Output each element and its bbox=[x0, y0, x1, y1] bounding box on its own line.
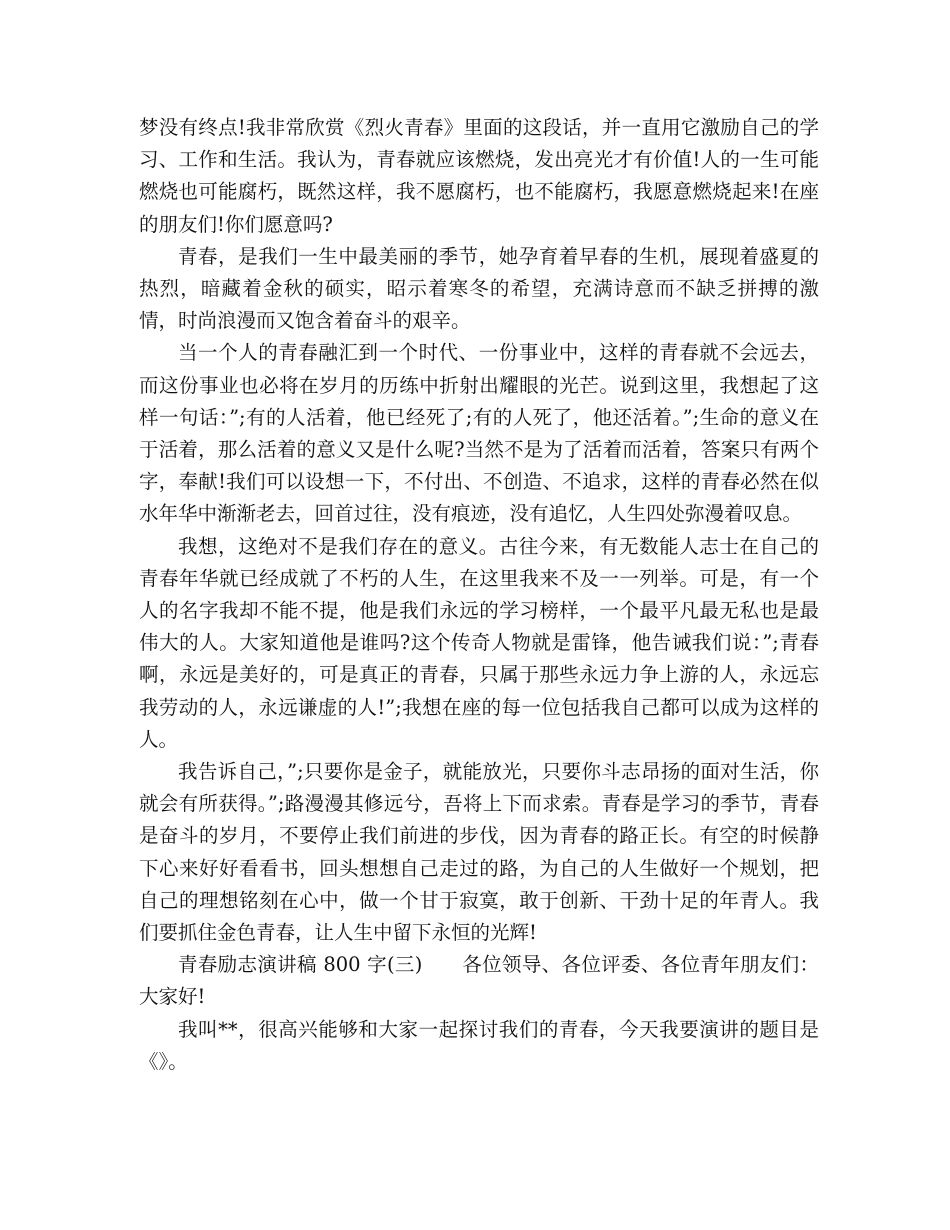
paragraph-5: 我告诉自己，”;只要你是金子，就能放光，只要你斗志昂扬的面对生活，你就会有所获得。”;路漫漫其修远兮，吾将上下而求索。青春是学习的季节，青春是奋斗的岁月，不要停止我们前进的步伐，因为青春的路正长。有空的时候静下心来好好看看书，回头想想自己走过的路，为自己的人生做好一个规划，把自己的理想铭刻在心中，做一个甘于寂寞，敢于创新、干劲十足的年青人。我们要抓住金色青春，让人生中留下永恒的光辉! bbox=[139, 760, 819, 945]
paragraph-1: 梦没有终点!我非常欣赏《烈火青春》里面的这段话，并一直用它激励自己的学习、工作和生活。我认为，青春就应该燃烧，发出亮光才有价值!人的一生可能燃烧也可能腐朽，既然这样，我不愿腐朽，也不能腐朽，我愿意燃烧起来!在座的朋友们!你们愿意吗? bbox=[139, 116, 819, 236]
paragraph-4: 我想，这绝对不是我们存在的意义。古往今来，有无数能人志士在自己的青春年华就已经成就了不朽的人生，在这里我来不及一一列举。可是，有一个人的名字我却不能不提，他是我们永远的学习榜样，一个最平凡最无私也是最伟大的人。大家知道他是谁吗?这个传奇人物就是雷锋，他告诫我们说：”;青春啊，永远是美好的，可是真正的青春，只属于那些永远力争上游的人，永远忘我劳动的人，永远谦虚的人!”;我想在座的每一位包括我自己都可以成为这样的人。 bbox=[139, 534, 819, 751]
paragraph-6: 青春励志演讲稿 800 字(三) 各位领导、各位评委、各位青年朋友们：大家好! bbox=[139, 953, 819, 1009]
paragraph-3: 当一个人的青春融汇到一个时代、一份事业中，这样的青春就不会远去，而这份事业也必将在岁月的历练中折射出耀眼的光芒。说到这里，我想起了这样一句话：”;有的人活着，他已经死了;有的人死了，他还活着。”;生命的意义在于活着，那么活着的意义又是什么呢?当然不是为了活着而活着，答案只有两个字，奉献!我们可以设想一下，不付出、不创造、不追求，这样的青春必然在似水年华中渐渐老去，回首过往，没有痕迹，没有追忆，人生四处弥漫着叹息。 bbox=[139, 341, 819, 526]
paragraph-2: 青春，是我们一生中最美丽的季节，她孕育着早春的生机，展现着盛夏的热烈，暗藏着金秋的硕实，昭示着寒冬的希望，充满诗意而不缺乏拼搏的激情，时尚浪漫而又饱含着奋斗的艰辛。 bbox=[139, 244, 819, 333]
paragraph-7: 我叫**，很高兴能够和大家一起探讨我们的青春，今天我要演讲的题目是《》。 bbox=[139, 1017, 819, 1073]
document-body bbox=[139, 112, 819, 1078]
